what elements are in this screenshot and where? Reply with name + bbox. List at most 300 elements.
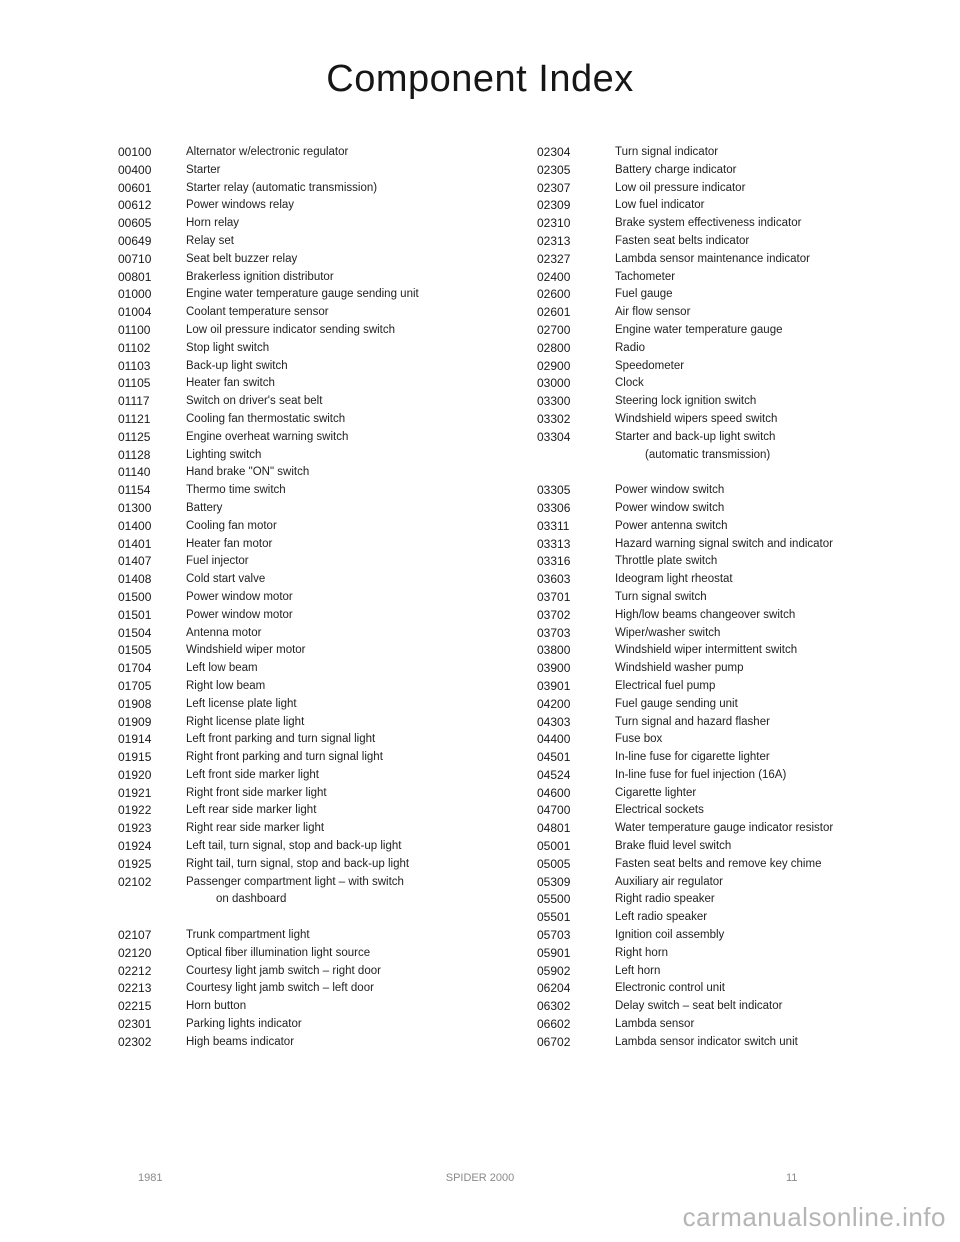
index-entry bbox=[118, 927, 419, 945]
component-code: 01102 bbox=[118, 340, 151, 355]
component-code: 06302 bbox=[537, 999, 571, 1014]
component-code: 03305 bbox=[537, 483, 571, 498]
index-entry bbox=[118, 233, 419, 251]
index-entry bbox=[537, 269, 833, 287]
component-code: 02213 bbox=[118, 981, 152, 996]
index-entry bbox=[537, 429, 833, 447]
component-description: Relay set bbox=[186, 234, 234, 247]
component-code: 02310 bbox=[537, 216, 571, 231]
index-entry bbox=[537, 696, 833, 714]
index-entry bbox=[537, 678, 833, 696]
index-entry bbox=[537, 891, 833, 909]
component-code: 04600 bbox=[537, 785, 571, 800]
component-description: Fuel injector bbox=[186, 555, 249, 568]
component-code: 03701 bbox=[537, 589, 571, 604]
component-code: 01300 bbox=[118, 500, 152, 515]
index-entry bbox=[118, 767, 419, 785]
index-entry bbox=[537, 358, 833, 376]
index-entry bbox=[537, 518, 833, 536]
component-description: Engine water temperature gauge sending unit bbox=[186, 288, 419, 301]
component-code: 03800 bbox=[537, 643, 571, 658]
component-description: Air flow sensor bbox=[615, 306, 691, 319]
component-description: Electrical fuel pump bbox=[615, 679, 716, 692]
component-code: 04303 bbox=[537, 714, 571, 729]
index-entry bbox=[537, 411, 833, 429]
index-entry bbox=[118, 215, 419, 233]
index-column-right bbox=[537, 144, 833, 1052]
index-entry bbox=[537, 571, 833, 589]
component-code: 01505 bbox=[118, 643, 152, 658]
index-entry bbox=[118, 607, 419, 625]
index-entry bbox=[118, 269, 419, 287]
index-entry bbox=[537, 785, 833, 803]
component-description: High/low beams changeover switch bbox=[615, 608, 796, 621]
component-code: 02700 bbox=[537, 322, 571, 337]
index-entry bbox=[118, 785, 419, 803]
index-entry bbox=[118, 251, 419, 269]
component-code: 01100 bbox=[118, 322, 151, 337]
index-entry bbox=[118, 518, 419, 536]
component-code: 01500 bbox=[118, 589, 152, 604]
index-entry bbox=[118, 856, 419, 874]
component-code: 02120 bbox=[118, 945, 152, 960]
component-code: 02601 bbox=[537, 305, 571, 320]
component-description: Lambda sensor bbox=[615, 1018, 695, 1031]
component-description: Power window motor bbox=[186, 590, 293, 603]
index-entry bbox=[118, 536, 419, 554]
component-code: 05901 bbox=[537, 945, 571, 960]
component-code: 04400 bbox=[537, 732, 571, 747]
component-description: Horn button bbox=[186, 1000, 247, 1013]
index-entry bbox=[118, 340, 419, 358]
component-code: 04801 bbox=[537, 821, 571, 836]
component-description: Water temperature gauge indicator resistor bbox=[615, 822, 834, 835]
component-description: Speedometer bbox=[615, 359, 685, 372]
index-entry bbox=[537, 802, 833, 820]
component-description: Auxiliary air regulator bbox=[615, 875, 724, 888]
index-entry bbox=[118, 749, 419, 767]
page-title: Component Index bbox=[326, 58, 634, 100]
component-code: 06602 bbox=[537, 1017, 571, 1032]
index-entry bbox=[537, 838, 833, 856]
index-entry bbox=[118, 411, 419, 429]
component-description: Brakerless ignition distributor bbox=[186, 270, 334, 283]
component-description: Left horn bbox=[615, 964, 661, 977]
component-description: Courtesy light jamb switch – right door bbox=[186, 964, 381, 977]
component-code: 03300 bbox=[537, 394, 571, 409]
component-description: Right license plate light bbox=[186, 715, 305, 728]
component-description: Right front side marker light bbox=[186, 786, 327, 799]
index-entry bbox=[537, 607, 833, 625]
spacer bbox=[537, 464, 833, 482]
component-code: 03316 bbox=[537, 554, 571, 569]
component-code: 02309 bbox=[537, 198, 571, 213]
component-description: Engine water temperature gauge bbox=[615, 323, 783, 336]
index-entry bbox=[118, 642, 419, 660]
component-code: 05501 bbox=[537, 910, 571, 925]
component-description: High beams indicator bbox=[186, 1035, 295, 1048]
index-entry bbox=[118, 838, 419, 856]
component-description: Power window switch bbox=[615, 501, 725, 514]
component-code: 01121 bbox=[118, 411, 151, 426]
component-code: 03603 bbox=[537, 572, 571, 587]
index-entry bbox=[118, 980, 419, 998]
component-description: Courtesy light jamb switch – left door bbox=[186, 982, 374, 995]
component-code: 01921 bbox=[118, 785, 152, 800]
index-entry bbox=[537, 820, 833, 838]
index-entry bbox=[537, 180, 833, 198]
component-description: Ideogram light rheostat bbox=[615, 573, 733, 586]
component-description: Switch on driver's seat belt bbox=[186, 395, 323, 408]
component-code: 03000 bbox=[537, 376, 571, 391]
index-entry bbox=[537, 286, 833, 304]
component-code: 01705 bbox=[118, 678, 152, 693]
component-code: 02302 bbox=[118, 1034, 152, 1049]
component-description: Starter bbox=[186, 163, 221, 176]
component-description: Right rear side marker light bbox=[186, 822, 325, 835]
component-description: Antenna motor bbox=[186, 626, 262, 639]
component-description: Radio bbox=[615, 341, 646, 354]
component-code: 01117 bbox=[118, 394, 150, 409]
component-description: Coolant temperature sensor bbox=[186, 306, 329, 319]
component-description: Alternator w/electronic regulator bbox=[186, 146, 349, 158]
component-description: Passenger compartment light – with switch bbox=[186, 875, 404, 888]
component-code: 06204 bbox=[537, 981, 571, 996]
component-description-continued: on dashboard bbox=[216, 893, 287, 906]
component-code: 03306 bbox=[537, 500, 571, 515]
index-entry bbox=[118, 660, 419, 678]
index-entry-continuation bbox=[118, 891, 419, 909]
watermark: carmanualsonline.info bbox=[682, 1202, 946, 1232]
index-entry bbox=[537, 251, 833, 269]
index-entry bbox=[537, 909, 833, 927]
component-description: Hand brake "ON" switch bbox=[186, 466, 310, 479]
spacer bbox=[118, 909, 419, 927]
component-code: 01923 bbox=[118, 821, 152, 836]
index-entry bbox=[118, 500, 419, 518]
component-description: Turn signal indicator bbox=[615, 146, 719, 158]
component-description: Left front side marker light bbox=[186, 768, 319, 781]
index-entry bbox=[118, 482, 419, 500]
component-description: Lighting switch bbox=[186, 448, 262, 461]
component-code: 01915 bbox=[118, 750, 152, 765]
component-description: Power window motor bbox=[186, 608, 293, 621]
footer-page-number: 11 bbox=[786, 1172, 798, 1184]
index-entry bbox=[118, 625, 419, 643]
index-entry bbox=[118, 358, 419, 376]
component-description: Fuel gauge sending unit bbox=[615, 697, 738, 710]
index-entry bbox=[537, 927, 833, 945]
component-code: 01920 bbox=[118, 767, 152, 782]
component-description: Left tail, turn signal, stop and back-up light bbox=[186, 840, 402, 853]
component-code: 00612 bbox=[118, 198, 152, 213]
component-code: 01407 bbox=[118, 554, 152, 569]
component-description-continued: (automatic transmission) bbox=[645, 448, 771, 461]
component-code: 01504 bbox=[118, 625, 152, 640]
index-entry bbox=[537, 536, 833, 554]
index-entry bbox=[118, 375, 419, 393]
index-entry bbox=[537, 215, 833, 233]
component-description: Trunk compartment light bbox=[186, 929, 310, 942]
component-code: 02301 bbox=[118, 1017, 152, 1032]
component-description: Cigarette lighter bbox=[615, 786, 697, 799]
index-entry bbox=[537, 625, 833, 643]
index-entry bbox=[537, 340, 833, 358]
component-code: 02327 bbox=[537, 251, 571, 266]
component-description: Lambda sensor maintenance indicator bbox=[615, 252, 810, 265]
component-description: Starter and back-up light switch bbox=[615, 430, 776, 443]
component-code: 01128 bbox=[118, 447, 151, 462]
component-code: 03900 bbox=[537, 661, 571, 676]
index-entry bbox=[537, 393, 833, 411]
component-description: Left radio speaker bbox=[615, 911, 708, 924]
index-entry bbox=[537, 767, 833, 785]
component-code: 01154 bbox=[118, 483, 151, 498]
component-description: Low fuel indicator bbox=[615, 199, 705, 212]
component-description: Battery bbox=[186, 501, 223, 514]
component-code: 04524 bbox=[537, 767, 571, 782]
component-code: 02800 bbox=[537, 340, 571, 355]
component-description: Heater fan switch bbox=[186, 377, 275, 390]
component-code: 01400 bbox=[118, 518, 152, 533]
index-entry bbox=[537, 1016, 833, 1034]
component-code: 02313 bbox=[537, 233, 571, 248]
component-code: 03702 bbox=[537, 607, 571, 622]
component-description: Left low beam bbox=[186, 662, 258, 675]
component-description: Power window switch bbox=[615, 484, 725, 497]
component-code: 00400 bbox=[118, 162, 152, 177]
component-description: Left front parking and turn signal light bbox=[186, 733, 376, 746]
component-description: Horn relay bbox=[186, 217, 240, 230]
footer-year: 1981 bbox=[138, 1172, 163, 1184]
index-entry bbox=[118, 393, 419, 411]
index-entry bbox=[537, 963, 833, 981]
component-code: 00601 bbox=[118, 180, 152, 195]
index-entry bbox=[118, 553, 419, 571]
index-entry bbox=[118, 447, 419, 465]
index-entry bbox=[118, 678, 419, 696]
component-description: Clock bbox=[615, 377, 644, 390]
index-entry bbox=[118, 322, 419, 340]
component-description: Battery charge indicator bbox=[615, 163, 737, 176]
component-description: Right radio speaker bbox=[615, 893, 715, 906]
component-code: 00649 bbox=[118, 233, 152, 248]
index-entry bbox=[118, 197, 419, 215]
component-description: Right tail, turn signal, stop and back-up light bbox=[186, 857, 410, 870]
index-entry bbox=[537, 162, 833, 180]
index-entry bbox=[118, 874, 419, 892]
component-description: Stop light switch bbox=[186, 341, 270, 354]
index-entry bbox=[537, 945, 833, 963]
index-entry bbox=[537, 482, 833, 500]
component-description: Lambda sensor indicator switch unit bbox=[615, 1035, 798, 1048]
component-description: Ignition coil assembly bbox=[615, 929, 725, 942]
component-description: Fasten seat belts indicator bbox=[615, 234, 750, 247]
component-code: 05309 bbox=[537, 874, 571, 889]
component-code: 01000 bbox=[118, 287, 152, 302]
component-description: Low oil pressure indicator sending switch bbox=[186, 323, 396, 336]
component-code: 00710 bbox=[118, 251, 152, 266]
component-description: Back-up light switch bbox=[186, 359, 288, 372]
index-entry bbox=[537, 660, 833, 678]
index-entry bbox=[118, 714, 419, 732]
index-entry bbox=[118, 571, 419, 589]
index-entry bbox=[118, 429, 419, 447]
component-code: 01401 bbox=[118, 536, 152, 551]
index-entry bbox=[537, 856, 833, 874]
component-description: Delay switch – seat belt indicator bbox=[615, 1000, 783, 1013]
code-spacer bbox=[537, 447, 615, 465]
component-code: 02400 bbox=[537, 269, 571, 284]
component-code: 02212 bbox=[118, 963, 152, 978]
component-code: 00801 bbox=[118, 269, 152, 284]
component-description: Power windows relay bbox=[186, 199, 295, 212]
index-entry-continuation bbox=[537, 447, 833, 465]
component-description: Left rear side marker light bbox=[186, 804, 317, 817]
component-description: Parking lights indicator bbox=[186, 1018, 302, 1031]
component-code: 01408 bbox=[118, 572, 152, 587]
component-description: Throttle plate switch bbox=[615, 555, 718, 568]
component-description: Seat belt buzzer relay bbox=[186, 252, 298, 265]
component-description: Right front parking and turn signal light bbox=[186, 751, 383, 764]
component-description: In-line fuse for cigarette lighter bbox=[615, 751, 770, 764]
index-entry bbox=[537, 500, 833, 518]
component-code: 02102 bbox=[118, 874, 152, 889]
component-description: Right low beam bbox=[186, 679, 266, 692]
index-entry bbox=[537, 304, 833, 322]
component-description: Electronic control unit bbox=[615, 982, 725, 995]
component-description: Windshield washer pump bbox=[615, 662, 744, 675]
component-code: 01914 bbox=[118, 732, 152, 747]
component-description: Brake system effectiveness indicator bbox=[615, 217, 802, 230]
component-description: Fasten seat belts and remove key chime bbox=[615, 857, 822, 870]
component-description: Fuse box bbox=[615, 733, 663, 746]
component-code: 00605 bbox=[118, 216, 152, 231]
index-entry bbox=[118, 820, 419, 838]
index-entry bbox=[537, 749, 833, 767]
component-description: Right horn bbox=[615, 946, 669, 959]
component-code: 05703 bbox=[537, 928, 571, 943]
component-description: Turn signal switch bbox=[615, 590, 707, 603]
component-code: 04200 bbox=[537, 696, 571, 711]
component-code: 01922 bbox=[118, 803, 152, 818]
index-entry bbox=[537, 980, 833, 998]
index-entry bbox=[118, 945, 419, 963]
index-entry bbox=[118, 286, 419, 304]
index-entry bbox=[537, 375, 833, 393]
component-code: 01501 bbox=[118, 607, 152, 622]
component-description: Optical fiber illumination light source bbox=[186, 946, 371, 959]
component-code: 00100 bbox=[118, 145, 152, 159]
component-description: Power antenna switch bbox=[615, 519, 728, 532]
index-entry bbox=[537, 642, 833, 660]
index-entry bbox=[537, 322, 833, 340]
index-entry bbox=[118, 1034, 419, 1052]
index-entry bbox=[118, 180, 419, 198]
index-column-left bbox=[118, 144, 419, 1052]
component-code: 04501 bbox=[537, 750, 571, 765]
component-description: Cooling fan thermostatic switch bbox=[186, 412, 346, 425]
component-code: 03304 bbox=[537, 429, 571, 444]
index-entry bbox=[537, 589, 833, 607]
component-code: 02307 bbox=[537, 180, 571, 195]
index-entry bbox=[118, 589, 419, 607]
component-code: 05005 bbox=[537, 856, 571, 871]
index-entry bbox=[537, 144, 833, 162]
component-code: 03703 bbox=[537, 625, 571, 640]
index-entry bbox=[118, 464, 419, 482]
component-code: 04700 bbox=[537, 803, 571, 818]
index-entry bbox=[118, 802, 419, 820]
component-description: Left license plate light bbox=[186, 697, 297, 710]
component-description: Electrical sockets bbox=[615, 804, 704, 817]
component-code: 03313 bbox=[537, 536, 571, 551]
component-description: Thermo time switch bbox=[186, 484, 286, 497]
index-entry bbox=[118, 998, 419, 1016]
component-code: 05500 bbox=[537, 892, 571, 907]
component-code: 01909 bbox=[118, 714, 152, 729]
component-code: 02900 bbox=[537, 358, 571, 373]
index-entry bbox=[118, 162, 419, 180]
index-entry bbox=[118, 304, 419, 322]
component-description: Windshield wiper motor bbox=[186, 644, 306, 657]
component-description: Tachometer bbox=[615, 270, 676, 283]
component-code: 02107 bbox=[118, 928, 152, 943]
component-description: Wiper/washer switch bbox=[615, 626, 721, 639]
component-code: 01140 bbox=[118, 465, 151, 480]
component-code: 01704 bbox=[118, 661, 152, 676]
component-code: 02215 bbox=[118, 999, 152, 1014]
index-entry bbox=[118, 144, 419, 162]
component-description: Engine overheat warning switch bbox=[186, 430, 349, 443]
component-description: In-line fuse for fuel injection (16A) bbox=[615, 768, 787, 781]
index-entry bbox=[537, 553, 833, 571]
component-description: Cold start valve bbox=[186, 573, 266, 586]
component-code: 05001 bbox=[537, 839, 571, 854]
component-description: Cooling fan motor bbox=[186, 519, 277, 532]
component-code: 06702 bbox=[537, 1034, 571, 1049]
component-code: 01924 bbox=[118, 839, 152, 854]
component-code: 02305 bbox=[537, 162, 571, 177]
index-entry bbox=[537, 874, 833, 892]
component-code: 01125 bbox=[118, 429, 151, 444]
footer-model: SPIDER 2000 bbox=[445, 1172, 515, 1184]
index-entry bbox=[537, 197, 833, 215]
index-entry bbox=[537, 998, 833, 1016]
component-code: 01105 bbox=[118, 376, 151, 391]
component-description: Brake fluid level switch bbox=[615, 840, 732, 853]
component-code: 01004 bbox=[118, 305, 152, 320]
component-code: 05902 bbox=[537, 963, 571, 978]
component-code: 01103 bbox=[118, 358, 151, 373]
component-code: 01908 bbox=[118, 696, 152, 711]
index-entry bbox=[537, 233, 833, 251]
component-description: Heater fan motor bbox=[186, 537, 273, 550]
component-code: 03901 bbox=[537, 678, 571, 693]
component-description: Low oil pressure indicator bbox=[615, 181, 746, 194]
component-description: Windshield wiper intermittent switch bbox=[615, 644, 798, 657]
component-description: Turn signal and hazard flasher bbox=[615, 715, 770, 728]
component-description: Steering lock ignition switch bbox=[615, 395, 757, 408]
component-code: 02304 bbox=[537, 145, 571, 159]
index-entry bbox=[118, 696, 419, 714]
component-code: 02600 bbox=[537, 287, 571, 302]
index-entry bbox=[537, 731, 833, 749]
code-spacer bbox=[118, 891, 186, 909]
index-entry bbox=[537, 1034, 833, 1052]
component-code: 01925 bbox=[118, 856, 152, 871]
component-code: 03302 bbox=[537, 411, 571, 426]
